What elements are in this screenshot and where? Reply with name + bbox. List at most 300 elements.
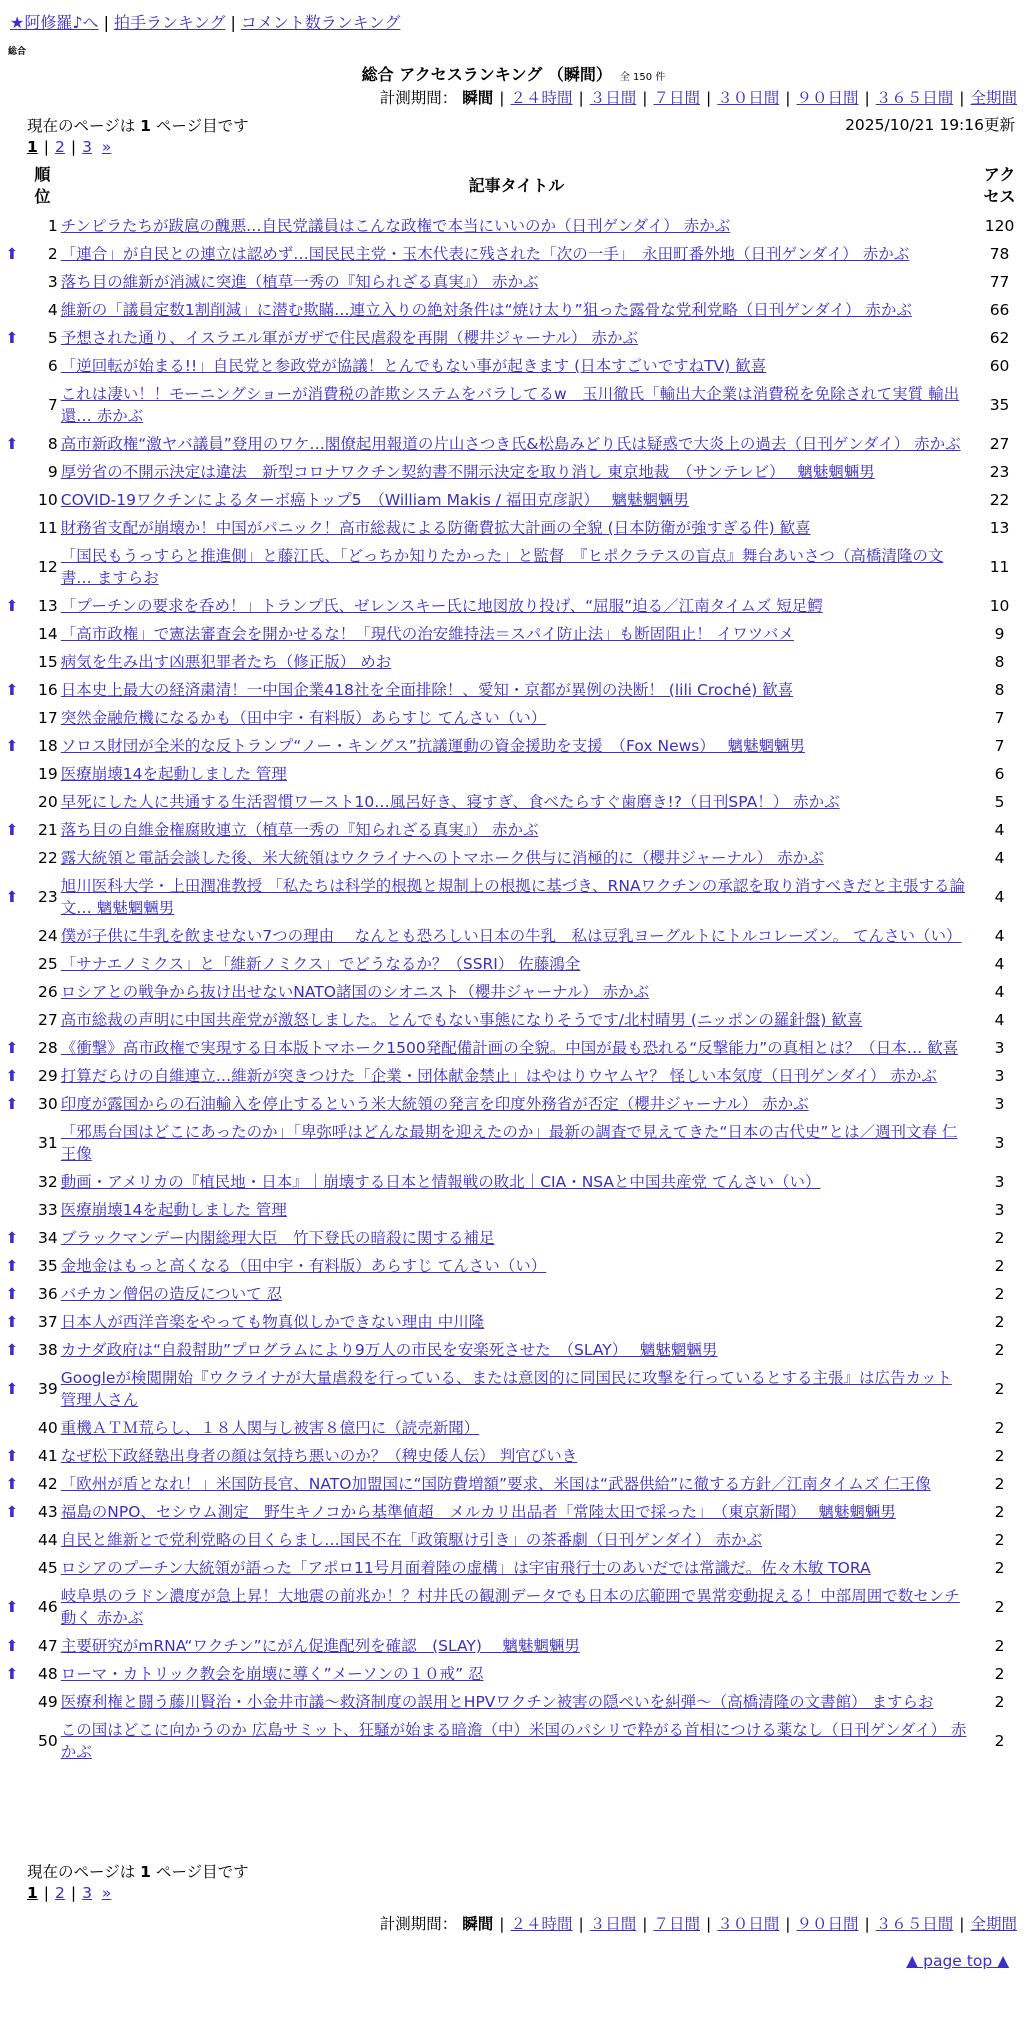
- access-count: 2: [994, 1257, 1005, 1275]
- article-title-link[interactable]: 病気を生み出す凶悪犯罪者たち（修正版） めお: [60, 653, 392, 671]
- table-row: [0, 296, 1027, 324]
- table-row: [0, 1224, 1027, 1252]
- page-title-text: 総合 アクセスランキング （瞬間）: [361, 65, 612, 84]
- period-all-link[interactable]: 全期間: [970, 89, 1017, 107]
- period-7d-link[interactable]: ７日間: [653, 1915, 700, 1933]
- rank-number: 16: [38, 681, 58, 699]
- table-row: [0, 844, 1027, 872]
- article-title-link[interactable]: 旭川医科大学・上田潤准教授 「私たちは科学的根拠と規制上の根拠に基づき、RNAワクチンの承認を取り消すべきだと主張する論文… 魑魅魍魎男: [60, 877, 965, 917]
- rank-change-cell: [0, 1090, 24, 1118]
- rank-change-cell: [0, 1336, 24, 1364]
- updated-timestamp: 2025/10/21 19:16更新: [845, 116, 1015, 134]
- pager-page-3[interactable]: 3: [82, 1884, 93, 1902]
- separator: |: [103, 13, 109, 32]
- access-count: 4: [994, 821, 1005, 839]
- article-title-cell: [61, 1090, 972, 1118]
- period-365d-link[interactable]: ３６５日間: [875, 89, 954, 107]
- pager-current: 1: [27, 138, 38, 156]
- rank-number: 27: [38, 1011, 58, 1029]
- table-row: [0, 268, 1027, 296]
- table-row: [0, 1716, 1027, 1766]
- rank-change-cell: [0, 1688, 24, 1716]
- rank-change-cell: [0, 486, 24, 514]
- article-title-link[interactable]: 「連合」が自民との連立は認めず…国民民主党・玉木代表に残された「次の一手」 永田町番外地（日刊ゲンダイ） 赤かぶ: [60, 245, 910, 263]
- access-count: 27: [989, 435, 1010, 453]
- period-all-link[interactable]: 全期間: [970, 1915, 1017, 1933]
- rank-number: 19: [38, 765, 58, 783]
- access-count: 2: [994, 1503, 1005, 1521]
- rank-number: 21: [38, 821, 58, 839]
- col-title-header: 記事タイトル: [468, 176, 565, 195]
- table-row: [0, 324, 1027, 352]
- rank-number: 25: [38, 955, 58, 973]
- article-title-link[interactable]: 落ち目の自維金権腐敗連立（植草一秀の『知られざる真実』） 赤かぶ: [60, 821, 539, 839]
- rank-up-arrow-icon: ⬆: [5, 1067, 19, 1085]
- article-title-cell: [61, 676, 972, 704]
- period-3d-link[interactable]: ３日間: [589, 1915, 637, 1933]
- article-title-link[interactable]: 「欧州が盾となれ！」米国防長官、NATO加盟国に“国防費増額”要求、米国は“武器供給”に徹する方針／江南タイムズ 仁王像: [60, 1475, 931, 1493]
- article-title-cell: [61, 1062, 972, 1090]
- rank-number: 37: [38, 1313, 58, 1331]
- rank-number: 43: [38, 1503, 58, 1521]
- table-row: [0, 1308, 1027, 1336]
- rank-number: 47: [38, 1637, 58, 1655]
- home-link[interactable]: ★阿修羅♪へ: [10, 13, 99, 32]
- rank-number: 11: [38, 519, 58, 537]
- table-row: [0, 1034, 1027, 1062]
- access-count: 3: [994, 1173, 1005, 1191]
- rank-up-arrow-icon: ⬆: [5, 821, 19, 839]
- article-title-cell: [61, 844, 972, 872]
- table-row: [0, 620, 1027, 648]
- rank-up-arrow-icon: ⬆: [5, 1313, 19, 1331]
- article-title-link[interactable]: 「プーチンの要求を呑め！」トランプ氏、ゼレンスキー氏に地図放り投げ、“屈服”迫る／江南タイムズ 短足鰐: [60, 597, 823, 615]
- rank-change-cell: [0, 816, 24, 844]
- rank-number: 28: [38, 1039, 58, 1057]
- article-title-cell: [61, 1196, 972, 1224]
- table-row: [0, 1442, 1027, 1470]
- table-row: [0, 872, 1027, 922]
- article-title-link[interactable]: 医療崩壊14を起動しました 管理: [60, 765, 287, 783]
- rank-number: 13: [38, 597, 58, 615]
- page-top-link[interactable]: ▲ page top ▲: [906, 1952, 1009, 1970]
- article-title-link[interactable]: Googleが検閲開始『ウクライナが大量虐殺を行っている、または意図的に同国民に攻撃を行っているとする主張』は広告カット 管理人さん: [60, 1369, 952, 1409]
- article-title-link[interactable]: 突然金融危機になるかも（田中宇・有料版）あらすじ てんさい（い）: [60, 709, 547, 727]
- table-row: [0, 592, 1027, 620]
- rank-number: 2: [47, 245, 58, 263]
- article-title-link[interactable]: 落ち目の維新が消滅に突進（植草一秀の『知られざる真実』） 赤かぶ: [60, 273, 539, 291]
- article-title-link[interactable]: 日本史上最大の経済粛清！一中国企業418社を全面排除！、愛知・京都が異例の決断！ (lili Croché) 歓喜: [60, 681, 794, 699]
- access-count: 8: [994, 681, 1005, 699]
- article-title-link[interactable]: 自民と維新とで党利党略の目くらまし…国民不在「政策駆け引き」の茶番劇（日刊ゲンダイ） 赤かぶ: [60, 1531, 762, 1549]
- rank-number: 46: [38, 1598, 58, 1616]
- article-title-link[interactable]: チンピラたちが跋扈の醜悪…自民党議員はこんな政権で本当にいいのか（日刊ゲンダイ） 赤かぶ: [60, 217, 731, 235]
- top-navigation: [10, 10, 400, 33]
- separator: |: [230, 13, 236, 32]
- table-row: [0, 732, 1027, 760]
- rank-number: 33: [38, 1201, 58, 1219]
- table-row: [0, 1498, 1027, 1526]
- access-count: 3: [994, 1201, 1005, 1219]
- rank-change-cell: [0, 1224, 24, 1252]
- rank-up-arrow-icon: ⬆: [5, 1229, 19, 1247]
- rank-number: 50: [38, 1732, 58, 1750]
- rank-change-cell: [0, 1442, 24, 1470]
- rank-change-cell: [0, 324, 24, 352]
- rank-number: 18: [38, 737, 58, 755]
- article-title-link[interactable]: ブラックマンデー内閣総理大臣 竹下登氏の暗殺に関する補足: [60, 1229, 495, 1247]
- page-info-bottom: 現在のページは 1 ページ目です: [27, 1863, 249, 1881]
- rank-up-arrow-icon: ⬆: [5, 1598, 19, 1616]
- table-row: [0, 486, 1027, 514]
- rank-number: 4: [47, 301, 58, 319]
- rank-number: 15: [38, 653, 58, 671]
- article-title-cell: [61, 872, 972, 922]
- article-title-cell: [61, 1280, 972, 1308]
- access-count: 3: [994, 1095, 1005, 1113]
- access-count: 3: [994, 1134, 1005, 1152]
- access-count: 2: [994, 1447, 1005, 1465]
- article-title-link[interactable]: 維新の「議員定数1割削減」に潜む欺瞞…連立入りの絶対条件は“焼け太り”狙った露骨な党利党略（日刊ゲンダイ） 赤かぶ: [60, 301, 912, 319]
- access-count: 78: [989, 245, 1010, 263]
- rank-number: 41: [38, 1447, 58, 1465]
- access-count: 22: [989, 491, 1010, 509]
- rank-number: 32: [38, 1173, 58, 1191]
- article-title-cell: [61, 1414, 972, 1442]
- article-title-cell: [61, 648, 972, 676]
- rank-up-arrow-icon: ⬆: [5, 1257, 19, 1275]
- access-count: 23: [989, 463, 1010, 481]
- rank-number: 40: [38, 1419, 58, 1437]
- pager-top: 1 | 2 | 3 »: [27, 138, 112, 156]
- table-row: [0, 1090, 1027, 1118]
- rank-up-arrow-icon: ⬆: [5, 1039, 19, 1057]
- rank-change-cell: [0, 950, 24, 978]
- access-count: 6: [994, 765, 1005, 783]
- article-title-link[interactable]: カナダ政府は“自殺幇助”プログラムにより9万人の市民を安楽死させた （SLAY） 魑魅魍魎男: [60, 1341, 718, 1359]
- period-selector-bottom: 計測期間： 瞬間 | ２４時間 | ３日間 | ７日間 | ３０日間 | ９０日間 | ３６５日間 | 全期間: [379, 1915, 1017, 1933]
- rank-change-cell: [0, 1252, 24, 1280]
- table-row: [0, 1470, 1027, 1498]
- period-365d-link[interactable]: ３６５日間: [875, 1915, 954, 1933]
- access-count: 8: [994, 653, 1005, 671]
- article-title-link[interactable]: 「邪馬台国はどこにあったのか」「卑弥呼はどんな最期を迎えたのか」最新の調査で見えてきた“日本の古代史”とは／週刊文春 仁王像: [60, 1123, 958, 1163]
- article-title-link[interactable]: ローマ・カトリック教会を崩壊に導く”メーソンの１０戒” 忍: [60, 1665, 484, 1683]
- article-title-cell: [61, 1118, 972, 1168]
- rank-number: 22: [38, 849, 58, 867]
- article-title-link[interactable]: 財務省支配が崩壊か！中国がパニック！高市総裁による防衛費拡大計画の全貌 (日本防衛が強すぎる件) 歓喜: [60, 519, 811, 537]
- period-7d-link[interactable]: ７日間: [653, 89, 700, 107]
- article-title-cell: [61, 1252, 972, 1280]
- table-row: [0, 816, 1027, 844]
- rank-number: 3: [47, 273, 58, 291]
- col-rank-header: 順位: [34, 165, 51, 206]
- period-selector-top: 計測期間： 瞬間 | ２４時間 | ３日間 | ７日間 | ３０日間 | ９０日間 | ３６５日間 | 全期間: [379, 89, 1017, 107]
- clap-ranking-link[interactable]: 拍手ランキング: [113, 13, 226, 32]
- article-title-cell: [61, 1308, 972, 1336]
- article-title-cell: [61, 380, 972, 430]
- rank-number: 1: [47, 217, 58, 235]
- rank-up-arrow-icon: ⬆: [5, 1475, 19, 1493]
- article-title-cell: [61, 458, 972, 486]
- article-title-cell: [61, 268, 972, 296]
- rank-up-arrow-icon: ⬆: [5, 1503, 19, 1521]
- pager-next[interactable]: »: [101, 1884, 112, 1902]
- rank-up-arrow-icon: ⬆: [5, 1447, 19, 1465]
- article-title-cell: [61, 620, 972, 648]
- article-title-link[interactable]: 金地金はもっと高くなる（田中宇・有料版）あらすじ てんさい（い）: [60, 1257, 547, 1275]
- rank-number: 29: [38, 1067, 58, 1085]
- access-count: 2: [994, 1229, 1005, 1247]
- rank-change-cell: [0, 1168, 24, 1196]
- article-title-link[interactable]: 厚労省の不開示決定は違法 新型コロナワクチン契約書不開示決定を取り消し 東京地裁 （サンテレビ） 魑魅魍魎男: [60, 463, 875, 481]
- pager-page-2[interactable]: 2: [55, 138, 65, 156]
- article-title-link[interactable]: 医療利権と闘う藤川賢治・小金井市議～救済制度の誤用とHPVワクチン被害の隠ぺいを糾弾～（高橋清隆の文書館） ますらお: [60, 1693, 934, 1711]
- access-count: 2: [994, 1531, 1005, 1549]
- rank-number: 45: [38, 1559, 58, 1577]
- article-title-cell: [61, 514, 972, 542]
- article-title-link[interactable]: バチカン僧侶の造反について 忍: [60, 1285, 283, 1303]
- rank-change-cell: [0, 1006, 24, 1034]
- table-row: [0, 1062, 1027, 1090]
- rank-change-cell: [0, 1660, 24, 1688]
- table-row: [0, 1280, 1027, 1308]
- article-title-link[interactable]: 早死にした人に共通する生活習慣ワースト10…風呂好き、寝すぎ、食べたらすぐ歯磨き!?（日刊SPA！） 赤かぶ: [60, 793, 840, 811]
- article-title-link[interactable]: 「サナエノミクス」と「維新ノミクス」でどうなるか？（SSRI） 佐藤鴻全: [60, 955, 581, 973]
- table-row: [0, 1554, 1027, 1582]
- rank-change-cell: [0, 1498, 24, 1526]
- article-title-link[interactable]: 《衝撃》高市政権で実現する日本版トマホーク1500発配備計画の全貌。中国が最も恐れる“反撃能力”の真相とは？（日本… 歓喜: [60, 1039, 959, 1057]
- table-row: [0, 1196, 1027, 1224]
- rank-up-arrow-icon: ⬆: [5, 888, 19, 906]
- rank-up-arrow-icon: ⬆: [5, 737, 19, 755]
- article-title-cell: [61, 978, 972, 1006]
- pager-next[interactable]: »: [101, 138, 112, 156]
- rank-number: 34: [38, 1229, 58, 1247]
- table-row: [0, 1526, 1027, 1554]
- rank-number: 42: [38, 1475, 58, 1493]
- rank-change-cell: [0, 542, 24, 592]
- table-row: [0, 1632, 1027, 1660]
- article-title-link[interactable]: この国はどこに向かうのか 広島サミット、狂騒が始まる暗澹（中）米国のパシリで粋がる首相につける薬なし（日刊ゲンダイ） 赤かぶ: [60, 1721, 967, 1761]
- access-count: 35: [989, 396, 1010, 414]
- col-count-header: アクセス: [983, 165, 1016, 206]
- access-count: 13: [989, 519, 1010, 537]
- article-title-cell: [61, 1442, 972, 1470]
- article-title-cell: [61, 788, 972, 816]
- rank-change-cell: [0, 648, 24, 676]
- rank-change-cell: [0, 212, 24, 240]
- article-title-link[interactable]: 打算だらけの自維連立…維新が突きつけた「企業・団体献金禁止」はやはりウヤムヤ？ 怪しい本気度（日刊ゲンダイ） 赤かぶ: [60, 1067, 937, 1085]
- access-count: 4: [994, 888, 1005, 906]
- access-count: 2: [994, 1598, 1005, 1616]
- rank-change-cell: [0, 844, 24, 872]
- article-title-cell: [61, 1470, 972, 1498]
- access-count: 62: [989, 329, 1010, 347]
- rank-up-arrow-icon: ⬆: [5, 1095, 19, 1113]
- article-title-link[interactable]: 福島のNPO、セシウム測定 野生キノコから基準値超 メルカリ出品者「常陸太田で採った」 （東京新聞） 魑魅魍魎男: [60, 1503, 896, 1521]
- table-row: [0, 978, 1027, 1006]
- article-title-link[interactable]: 予想された通り、イスラエル軍がガザで住民虐殺を再開（櫻井ジャーナル） 赤かぶ: [60, 329, 638, 347]
- access-count: 7: [994, 737, 1005, 755]
- article-title-link[interactable]: ソロス財団が全米的な反トランプ“ノー・キングス”抗議運動の資金援助を支援 （Fox News） 魑魅魍魎男: [60, 737, 806, 755]
- rank-number: 20: [38, 793, 58, 811]
- article-title-link[interactable]: これは凄い！！モーニングショーが消費税の詐欺システムをバラしてるw 玉川徹氏「輸出大企業は消費税を免除されて実質 輸出還… 赤かぶ: [60, 385, 960, 425]
- access-count: 4: [994, 849, 1005, 867]
- article-title-link[interactable]: 高市新政権“激ヤバ議員”登用のワケ…閣僚起用報道の片山さつき氏&松島みどり氏は疑惑で大炎上の過去（日刊ゲンダイ） 赤かぶ: [60, 435, 961, 453]
- rank-change-cell: [0, 732, 24, 760]
- rank-change-cell: [0, 704, 24, 732]
- rank-number: 8: [47, 435, 58, 453]
- access-count: 3: [994, 1067, 1005, 1085]
- article-title-link[interactable]: COVID-19ワクチンによるターボ癌トップ5 （William Makis / 福田克彦訳） 魑魅魍魎男: [60, 491, 690, 509]
- article-title-cell: [61, 1582, 972, 1632]
- access-count: 60: [989, 357, 1010, 375]
- article-title-cell: [61, 1632, 972, 1660]
- access-count: 10: [989, 597, 1010, 615]
- table-row: [0, 788, 1027, 816]
- article-title-cell: [61, 1336, 972, 1364]
- period-90d-link[interactable]: ９０日間: [796, 89, 859, 107]
- article-title-cell: [61, 704, 972, 732]
- table-row: [0, 1006, 1027, 1034]
- table-row: [0, 950, 1027, 978]
- access-count: 2: [994, 1559, 1005, 1577]
- period-24h-link[interactable]: ２４時間: [510, 89, 573, 107]
- table-row: [0, 922, 1027, 950]
- rank-change-cell: [0, 1308, 24, 1336]
- article-title-link[interactable]: 重機ＡＴＭ荒らし、１８人関与し被害８億円に（読売新聞）: [60, 1419, 480, 1437]
- period-30d-link[interactable]: ３０日間: [717, 89, 780, 107]
- article-title-link[interactable]: 「高市政権」で憲法審査会を開かせるな！「現代の治安維持法＝スパイ防止法」も断固阻止！ イワツバメ: [60, 625, 794, 643]
- article-title-link[interactable]: ロシアとの戦争から抜け出せないNATO諸国のシオニスト（櫻井ジャーナル） 赤かぶ: [60, 983, 650, 1001]
- table-row: [0, 676, 1027, 704]
- article-title-cell: [61, 352, 972, 380]
- comment-ranking-link[interactable]: コメント数ランキング: [240, 13, 401, 32]
- table-row: [0, 1168, 1027, 1196]
- access-count: 5: [994, 793, 1005, 811]
- table-row: [0, 648, 1027, 676]
- article-title-link[interactable]: 動画・アメリカの『植民地・日本』｜崩壊する日本と情報戦の敗北｜CIA・NSAと中国共産党 てんさい（い）: [60, 1173, 821, 1191]
- pager-bottom: 1 | 2 | 3 »: [27, 1884, 112, 1902]
- period-24h-link[interactable]: ２４時間: [510, 1915, 573, 1933]
- article-title-cell: [61, 1660, 972, 1688]
- rank-change-cell: [0, 268, 24, 296]
- article-title-link[interactable]: 主要研究がmRNA“ワクチン”にがん促進配列を確認 (SLAY) 魑魅魍魎男: [60, 1637, 580, 1655]
- rank-number: 31: [38, 1134, 58, 1152]
- article-title-link[interactable]: 岐阜県のラドン濃度が急上昇！大地震の前兆か！？村井氏の観測データでも日本の広範囲で異常変動捉える！中部周囲で数センチ動く 赤かぶ: [60, 1587, 960, 1627]
- rank-change-cell: [0, 788, 24, 816]
- pager-page-3[interactable]: 3: [82, 138, 93, 156]
- article-title-link[interactable]: 露大統領と電話会談した後、米大統領はウクライナへのトマホーク供与に消極的に（櫻井ジャーナル） 赤かぶ: [60, 849, 824, 867]
- total-count: 全 150 件: [619, 72, 666, 83]
- rank-number: 17: [38, 709, 58, 727]
- article-title-link[interactable]: ロシアのプーチン大統領が語った「アポロ11号月面着陸の虚構」は宇宙飛行士のあいだでは常識だ。佐々木敏 TORA: [60, 1559, 871, 1577]
- rank-number: 9: [47, 463, 58, 481]
- article-title-link[interactable]: 高市総裁の声明に中国共産党が激怒しました。とんでもない事態になりそうです/北村晴男 (ニッポンの羅針盤) 歓喜: [60, 1011, 863, 1029]
- rank-number: 6: [47, 357, 58, 375]
- rank-up-arrow-icon: ⬆: [5, 1341, 19, 1359]
- period-90d-link[interactable]: ９０日間: [796, 1915, 859, 1933]
- article-title-link[interactable]: 「国民もうっすらと推進側」と藤江氏、「どっちか知りたかった」と監督 『ヒポクラテスの盲点』舞台あいさつ（高橋清隆の文書… ますらお: [60, 547, 944, 587]
- rank-change-cell: [0, 430, 24, 458]
- table-row: [0, 760, 1027, 788]
- rank-number: 44: [38, 1531, 58, 1549]
- table-row: [0, 704, 1027, 732]
- article-title-cell: [61, 296, 972, 324]
- rank-up-arrow-icon: ⬆: [5, 1637, 19, 1655]
- table-row: [0, 212, 1027, 240]
- rank-change-cell: [0, 1062, 24, 1090]
- access-count: 4: [994, 955, 1005, 973]
- table-row: [0, 1364, 1027, 1414]
- access-count: 120: [984, 217, 1015, 235]
- rank-number: 39: [38, 1380, 58, 1398]
- article-title-link[interactable]: なぜ松下政経塾出身者の顔は気持ち悪いのか？（稗史倭人伝） 判官びいき: [60, 1447, 578, 1465]
- period-current: 瞬間: [462, 89, 494, 107]
- period-3d-link[interactable]: ３日間: [589, 89, 637, 107]
- rank-change-cell: [0, 1414, 24, 1442]
- rank-change-cell: [0, 1632, 24, 1660]
- article-title-cell: [61, 1716, 972, 1766]
- article-title-cell: [61, 1688, 972, 1716]
- rank-change-cell: [0, 922, 24, 950]
- article-title-cell: [61, 1006, 972, 1034]
- rank-change-cell: [0, 1280, 24, 1308]
- rank-number: 14: [38, 625, 58, 643]
- rank-change-cell: [0, 458, 24, 486]
- access-count: 9: [994, 625, 1005, 643]
- article-title-link[interactable]: 「逆回転が始まる!!」自民党と参政党が協議！とんでもない事が起きます (日本すごいですねTV) 歓喜: [60, 357, 767, 375]
- rank-change-cell: [0, 620, 24, 648]
- access-count: 2: [994, 1637, 1005, 1655]
- access-count: 2: [994, 1341, 1005, 1359]
- article-title-cell: [61, 1224, 972, 1252]
- rank-up-arrow-icon: ⬆: [5, 597, 19, 615]
- period-30d-link[interactable]: ３０日間: [717, 1915, 780, 1933]
- rank-up-arrow-icon: ⬆: [5, 1665, 19, 1683]
- article-title-cell: [61, 592, 972, 620]
- table-row: [0, 1582, 1027, 1632]
- article-title-cell: [61, 212, 972, 240]
- pager-page-2[interactable]: 2: [55, 1884, 65, 1902]
- rank-up-arrow-icon: ⬆: [5, 1380, 19, 1398]
- article-title-link[interactable]: 印度が露国からの石油輸入を停止するという米大統領の発言を印度外務省が否定（櫻井ジャーナル） 赤かぶ: [60, 1095, 809, 1113]
- article-title-link[interactable]: 僕が子供に牛乳を飲ませない7つの理由 なんとも恐ろしい日本の牛乳 私は豆乳ヨーグルトにトルコレーズン。 てんさい（い）: [60, 927, 962, 945]
- table-row: [0, 1688, 1027, 1716]
- ranking-table: [0, 160, 1027, 1766]
- rank-change-cell: [0, 240, 24, 268]
- article-title-cell: [61, 1498, 972, 1526]
- table-row: [0, 1252, 1027, 1280]
- article-title-link[interactable]: 日本人が西洋音楽をやっても物真似しかできない理由 中川隆: [60, 1313, 485, 1331]
- article-title-cell: [61, 1526, 972, 1554]
- article-title-cell: [61, 816, 972, 844]
- table-row: [0, 542, 1027, 592]
- article-title-cell: [61, 760, 972, 788]
- article-title-link[interactable]: 医療崩壊14を起動しました 管理: [60, 1201, 287, 1219]
- rank-up-arrow-icon: ⬆: [5, 1285, 19, 1303]
- table-row: [0, 380, 1027, 430]
- rank-up-arrow-icon: ⬆: [5, 681, 19, 699]
- period-label: 計測期間：: [379, 89, 458, 107]
- rank-change-cell: [0, 1118, 24, 1168]
- access-count: 2: [994, 1285, 1005, 1303]
- access-count: 7: [994, 709, 1005, 727]
- rank-number: 38: [38, 1341, 58, 1359]
- access-count: 2: [994, 1665, 1005, 1683]
- rank-up-arrow-icon: ⬆: [5, 329, 19, 347]
